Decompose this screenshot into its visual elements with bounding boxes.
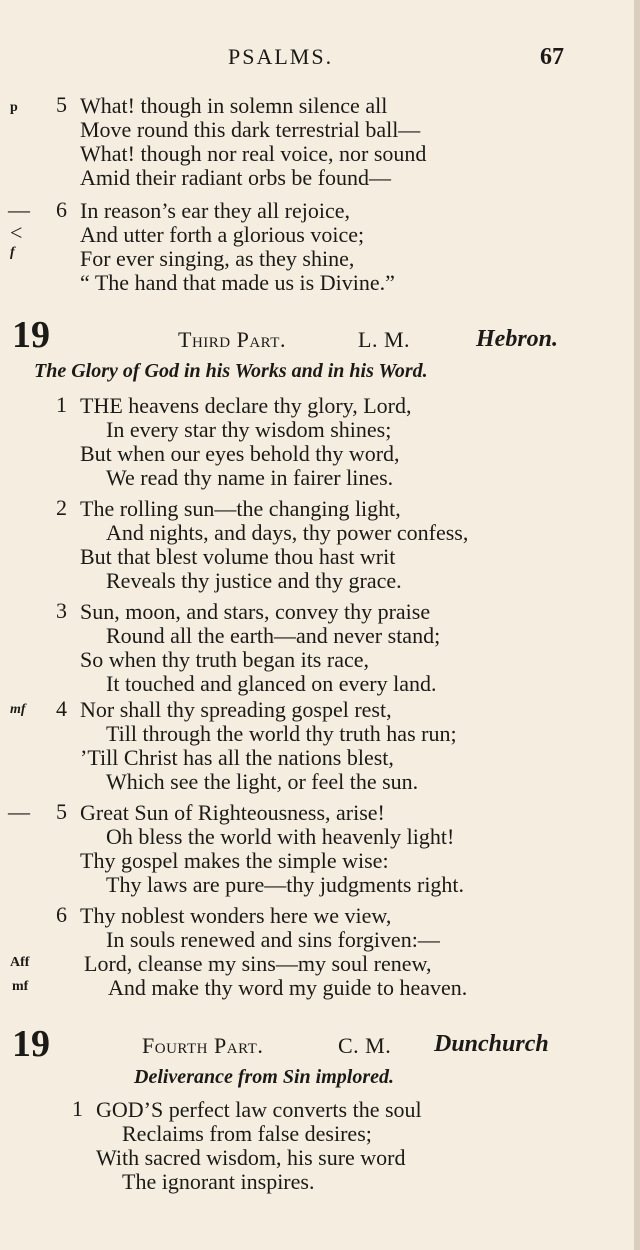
dynamic-mark: mf — [12, 979, 29, 994]
verse-line: Till through the world thy truth has run; — [106, 721, 457, 746]
page-number: 67 — [540, 44, 564, 70]
verse-line: Round all the earth—and never stand; — [106, 623, 441, 648]
verse-line: But that blest volume thou hast writ — [80, 544, 396, 569]
verse-line: GOD’S perfect law converts the soul — [96, 1097, 422, 1122]
verse-line: Oh bless the world with heavenly light! — [106, 824, 455, 849]
dynamic-mark: Aff — [10, 955, 30, 970]
verse-line: But when our eyes behold thy word, — [80, 441, 400, 466]
hymn-subtitle: The Glory of God in his Works and in his Word. — [34, 360, 428, 382]
dynamic-mark: p — [10, 100, 18, 115]
verse-line: THE heavens declare thy glory, Lord, — [80, 393, 412, 418]
stanza-number: 2 — [56, 495, 67, 520]
stanza-number: 6 — [56, 197, 67, 222]
running-head: PSALMS. — [228, 44, 334, 69]
dynamic-mark: — — [8, 197, 30, 222]
verse-line: In souls renewed and sins forgiven:— — [106, 927, 440, 952]
verse-line: With sacred wisdom, his sure word — [96, 1145, 406, 1170]
tune-name: Hebron. — [476, 326, 559, 352]
hymn-part: Third Part. — [178, 327, 286, 352]
hymn-subtitle: Deliverance from Sin implored. — [134, 1066, 394, 1088]
verse-line: The rolling sun—the changing light, — [80, 496, 401, 521]
hymn-number: 19 — [12, 314, 50, 356]
verse-line: Nor shall thy spreading gospel rest, — [80, 697, 392, 722]
verse-line: And utter forth a glorious voice; — [80, 222, 365, 247]
page-edge — [634, 0, 640, 1250]
verse-line: ’Till Christ has all the nations blest, — [80, 745, 394, 770]
verse-line: Move round this dark terrestrial ball— — [80, 117, 421, 142]
stanza-number: 4 — [56, 696, 67, 721]
verse-line: And nights, and days, thy power confess, — [106, 520, 469, 545]
dynamic-mark: mf — [10, 702, 26, 717]
verse-line: Which see the light, or feel the sun. — [106, 769, 419, 794]
verse-line: Amid their radiant orbs be found— — [80, 165, 391, 190]
hymn-part: Fourth Part. — [142, 1033, 264, 1058]
verse-line: What! though in solemn silence all — [80, 93, 388, 118]
verse-line: Sun, moon, and stars, convey thy praise — [80, 599, 431, 624]
verse-line: Lord, cleanse my sins—my soul renew, — [84, 951, 432, 976]
verse-line: Thy laws are pure—thy judgments right. — [106, 872, 465, 897]
verse-line: What! though nor real voice, nor sound — [80, 141, 427, 166]
stanza-number: 6 — [56, 902, 67, 927]
verse-line: Thy noblest wonders here we view, — [80, 903, 392, 928]
verse-line: So when thy truth began its race, — [80, 647, 369, 672]
verse-line: And make thy word my guide to heaven. — [108, 975, 468, 1000]
verse-line: Reclaims from false desires; — [122, 1121, 372, 1146]
hymn-meter: L. M. — [358, 327, 410, 352]
dynamic-mark: f — [10, 245, 15, 260]
hymn-meter: C. M. — [338, 1033, 392, 1058]
verse-line: “ The hand that made us is Divine.” — [80, 270, 395, 295]
verse-line: For ever singing, as they shine, — [80, 246, 355, 271]
verse-line: Reveals thy justice and thy grace. — [106, 568, 402, 593]
verse-line: Thy gospel makes the simple wise: — [80, 848, 389, 873]
stanza-number: 5 — [56, 92, 67, 117]
stanza-number: 1 — [72, 1096, 83, 1121]
verse-line: In reason’s ear they all rejoice, — [80, 198, 350, 223]
verse-line: The ignorant inspires. — [122, 1169, 315, 1194]
dynamic-mark: — — [8, 799, 30, 824]
stanza-number: 3 — [56, 598, 67, 623]
dynamic-mark: < — [10, 220, 23, 245]
verse-line: In every star thy wisdom shines; — [106, 417, 392, 442]
verse-line: Great Sun of Righteousness, arise! — [80, 800, 385, 825]
stanza-number: 1 — [56, 392, 67, 417]
verse-line: It touched and glanced on every land. — [106, 671, 437, 696]
hymn-number: 19 — [12, 1023, 50, 1065]
stanza-number: 5 — [56, 799, 67, 824]
tune-name: Dunchurch — [434, 1031, 549, 1057]
verse-line: We read thy name in fairer lines. — [106, 465, 394, 490]
